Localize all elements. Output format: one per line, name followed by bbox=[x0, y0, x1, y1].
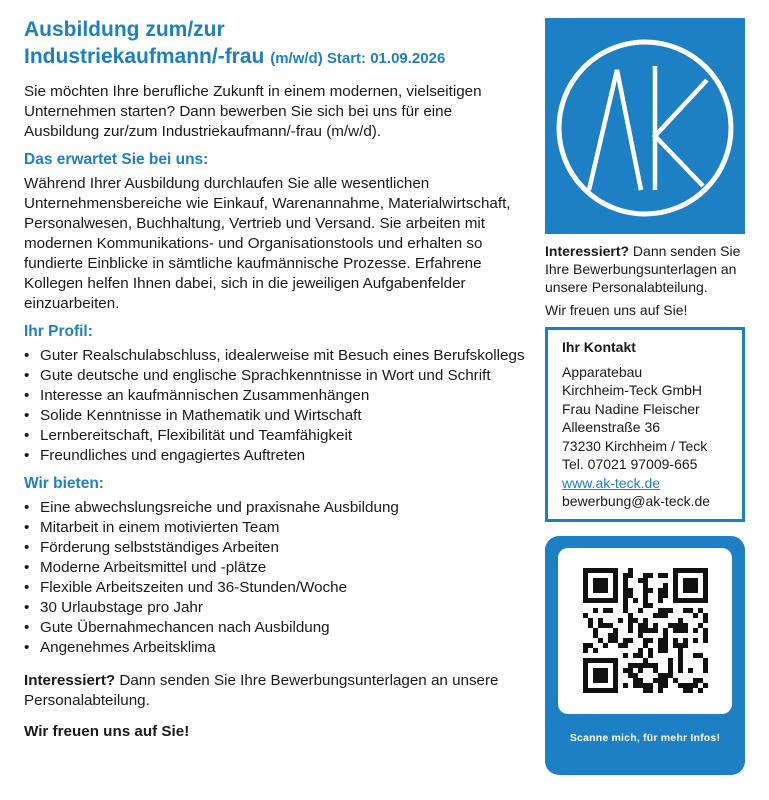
title-line2: Industriekaufmann/-frau bbox=[24, 45, 265, 68]
offer-list bbox=[24, 498, 529, 658]
cta-body: Dann senden Sie Ihre Bewerbungsunterlagen an unsere Personalabteilung. bbox=[545, 243, 741, 295]
cta-text bbox=[545, 242, 745, 296]
list-item: • Mitarbeit in einem motivierten Team bbox=[24, 518, 529, 538]
cta-thanks: Wir freuen uns auf Sie! bbox=[545, 302, 688, 318]
profile-list bbox=[24, 346, 529, 466]
list-item: • Eine abwechslungsreiche und praxisnahe Ausbildung bbox=[24, 498, 529, 518]
title-line1: Ausbildung zum/zur bbox=[24, 18, 225, 41]
title-suffix: (m/w/d) Start: 01.09.2026 bbox=[270, 50, 446, 67]
company-logo bbox=[545, 18, 745, 234]
profile-heading: Ihr Profil: bbox=[24, 323, 93, 340]
contact-street: Alleenstraße 36 bbox=[562, 419, 661, 435]
closing-thanks: Wir freuen uns auf Sie! bbox=[24, 723, 190, 740]
job-ad-main bbox=[24, 16, 529, 742]
contact-person: Frau Nadine Fleischer bbox=[562, 400, 700, 417]
expect-heading: Das erwartet Sie bei uns: bbox=[24, 151, 209, 168]
list-item: • Angenehmes Arbeitsklima bbox=[24, 638, 529, 658]
offer-heading: Wir bieten: bbox=[24, 475, 104, 492]
cta-bold: Interessiert? bbox=[545, 243, 630, 259]
list-item: • Interesse an kaufmännischen Zusammenhängen bbox=[24, 386, 529, 406]
contact-phone: Tel. 07021 97009-665 bbox=[562, 456, 698, 472]
qr-code-icon bbox=[558, 548, 732, 714]
contact-city: 73230 Kirchheim / Teck bbox=[562, 437, 708, 454]
website-link[interactable]: www.ak-teck.de bbox=[562, 474, 661, 491]
list-item: • Gute deutsche und englische Sprachkenntnisse in Wort und Schrift bbox=[24, 366, 529, 386]
closing-bold: Interessiert? bbox=[24, 672, 116, 689]
list-item: • Moderne Arbeitsmittel und -plätze bbox=[24, 558, 529, 578]
list-item: • Freundliches und engagiertes Auftreten bbox=[24, 446, 529, 466]
qr-label[interactable]: Scanne mich, für mehr Infos! bbox=[569, 731, 721, 744]
list-item: • Guter Realschulabschluss, idealerweise mit Besuch eines Berufskollegs bbox=[24, 346, 529, 366]
list-item: • Flexible Arbeitszeiten und 36-Stunden/Woche bbox=[24, 578, 529, 598]
intro-text: Sie möchten Ihre berufliche Zukunft in einem modernen, vielseitigen Unternehmen starten? Dann bewerben Sie sich bei uns für eine Ausbildung zur/zum Industriekaufmann/-frau (m/w/d). bbox=[24, 83, 482, 140]
list-item: • Gute Übernahmechancen nach Ausbildung bbox=[24, 618, 529, 638]
ak-logo-icon bbox=[545, 18, 745, 234]
qr-code[interactable] bbox=[558, 548, 732, 714]
sidebar bbox=[545, 18, 745, 775]
contact-company2: Kirchheim-Teck GmbH bbox=[562, 382, 703, 398]
contact-company1: Apparatebau bbox=[562, 363, 643, 380]
list-item: • Lernbereitschaft, Flexibilität und Teamfähigkeit bbox=[24, 426, 529, 446]
list-item: • Förderung selbstständiges Arbeiten bbox=[24, 538, 529, 558]
contact-title: Ihr Kontakt bbox=[562, 339, 636, 355]
contact-email[interactable]: bewerbung@ak-teck.de bbox=[562, 493, 711, 509]
qr-panel bbox=[545, 536, 745, 775]
cta-block bbox=[545, 242, 745, 319]
list-item: • Solide Kenntnisse in Mathematik und Wirtschaft bbox=[24, 406, 529, 426]
expect-text: Während Ihrer Ausbildung durchlaufen Sie alle wesentlichen Unternehmensbereiche wie Einkauf, Warenannahme, Materialwirtschaft, Personalwesen, Buchhaltung, Vertrieb und Versand. Sie arbeiten mit modernen Kommunikations- und Organisationstools und erhalten so fundierte Einblicke in sämtliche kaufmännische Prozesse. Erfahrene Kollegen helfen Ihnen dabei, sich in die jeweiligen Aufgabenfelder einzuarbeiten. bbox=[24, 175, 511, 312]
closing-text bbox=[24, 671, 529, 711]
contact-box bbox=[545, 327, 745, 522]
closing-body: Dann senden Sie Ihre Bewerbungsunterlagen an unsere Personalabteilung. bbox=[24, 672, 499, 709]
list-item: • 30 Urlaubstage pro Jahr bbox=[24, 598, 529, 618]
page-title bbox=[24, 16, 529, 72]
